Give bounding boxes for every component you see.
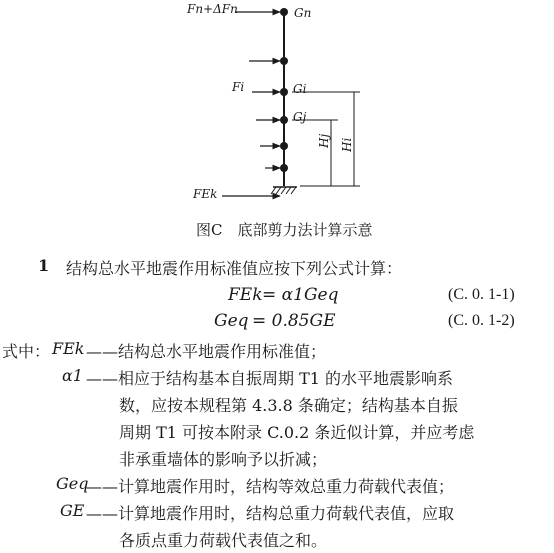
def-symbol-fek: FEk [52,339,85,358]
equation-1-lhs: FEk [228,285,263,305]
item-number: 1 [38,256,50,275]
equation-1-number: (C. 0. 1-1) [448,286,515,303]
label-hj: Hj [317,133,331,148]
bottom-shear-diagram [0,0,554,210]
equation-2-number: (C. 0. 1-2) [448,312,515,329]
node-gj [280,116,288,124]
def-text-alpha1-line3: 周期 T1 可按本附录 C.0.2 条近似计算，并应考虑 [119,423,475,442]
label-top-force: Fn+ΔFn [187,2,238,16]
node-lower-2 [280,164,288,172]
def-symbol-geq: Geq [56,474,89,493]
definitions-prefix: 式中： [2,342,51,361]
def-text-geq-line: ——计算地震作用时，结构等效总重力荷载代表值； [86,477,455,496]
equation-1-rhs: = α1Geq [262,285,339,305]
def-text-fek-line: ——结构总水平地震作用标准值； [86,342,327,361]
label-gi: Gi [293,82,307,96]
node-lower-1 [280,142,288,150]
def-text-alpha1-line4: 非承重墙体的影响予以折减； [119,450,328,469]
def-symbol-alpha1: α1 [62,366,83,385]
ground-hatch [271,187,296,194]
item-text: 结构总水平地震作用标准值应按下列公式计算： [66,259,403,278]
node-gn [280,8,288,16]
figure-caption: 图C 底部剪力法计算示意 [196,221,373,239]
label-hi: Hi [340,137,354,152]
label-gj: Gj [293,110,307,124]
def-text-alpha1-line1: ——相应于结构基本自振周期 T1 的水平地震影响系 [86,369,454,388]
node-gi [280,88,288,96]
equation-2-lhs: Geq [214,311,249,331]
def-symbol-ge: GE [60,501,85,520]
label-gn: Gn [294,6,312,20]
equation-2-rhs: = 0.85GE [252,311,336,331]
def-text-alpha1-line2: 数，应按本规程第 4.3.8 条确定；结构基本自振 [119,396,458,415]
node-upper [280,57,288,65]
def-text-ge-line1: ——计算地震作用时，结构总重力荷载代表值，应取 [86,504,455,523]
label-fi: Fi [232,80,245,94]
label-base-force: FEk [193,187,218,201]
def-text-ge-line2: 各质点重力荷载代表值之和。 [119,531,328,550]
dimension-hj [292,120,338,186]
